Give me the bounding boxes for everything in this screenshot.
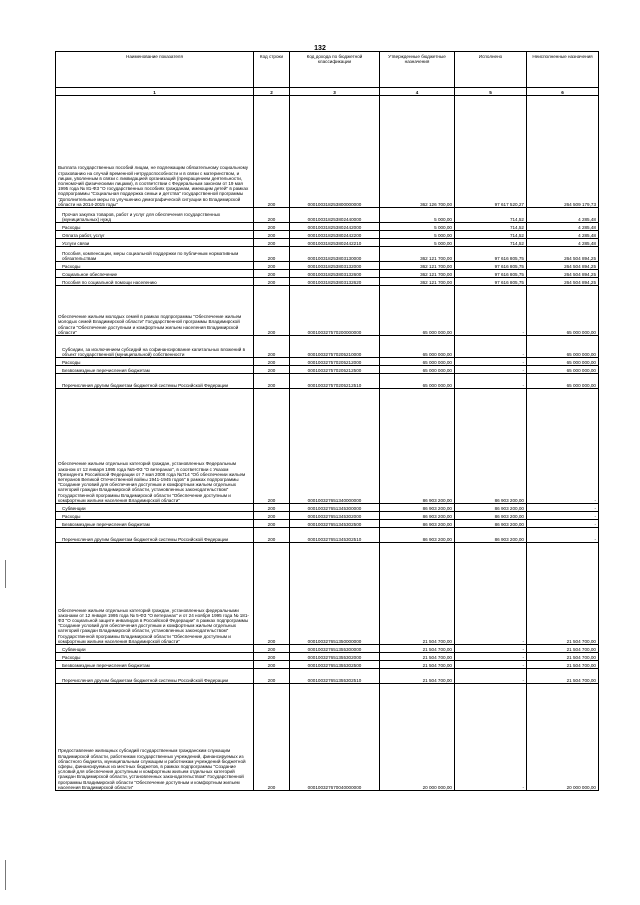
row-approved-cell: 86 903 200,00 xyxy=(380,504,455,512)
row-code-cell: 200 xyxy=(254,270,290,278)
row-approved-cell: 65 000 000,00 xyxy=(380,366,455,374)
row-code-cell: 200 xyxy=(254,528,290,543)
row-kbk-cell: 000100318253803132600 xyxy=(290,270,380,278)
row-kbk-cell: 000100327570205212500 xyxy=(290,366,380,374)
row-unexecuted-cell: - xyxy=(527,528,599,543)
row-code-cell: 200 xyxy=(254,669,290,684)
row-unexecuted-cell: 65 000 000,00 xyxy=(527,358,599,366)
row-name-cell: Расходы xyxy=(56,358,254,366)
row-code-cell: 200 xyxy=(254,645,290,653)
row-approved-cell: 362 121 700,00 xyxy=(380,278,455,286)
row-executed-cell: 86 903 200,00 xyxy=(455,528,527,543)
row-unexecuted-cell: 20 000 000,00 xyxy=(527,684,599,791)
row-kbk-cell: 000100318253802442200 xyxy=(290,231,380,239)
row-name-cell: Перечисления другим бюджетам бюджетной системы Российской Федерации xyxy=(56,374,254,389)
row-code-cell: 200 xyxy=(254,278,290,286)
table-body xyxy=(56,96,599,791)
row-unexecuted-cell: 264 509 179,73 xyxy=(527,96,599,208)
table-row xyxy=(56,336,599,358)
row-name-cell: Безвозмездные перечисления бюджетам xyxy=(56,661,254,669)
row-code-cell: 200 xyxy=(254,358,290,366)
row-code-cell: 200 xyxy=(254,96,290,208)
row-name-cell: Безвозмездные перечисления бюджетам xyxy=(56,520,254,528)
row-name-cell: Прочая закупка товаров, работ и услуг для обеспечения государственных (муниципальных) нужд xyxy=(56,208,254,223)
row-executed-cell: 86 903 200,00 xyxy=(455,389,527,504)
row-executed-cell: - xyxy=(455,543,527,645)
row-unexecuted-cell: - xyxy=(527,520,599,528)
row-executed-cell: 97 616 805,75 xyxy=(455,270,527,278)
row-kbk-cell: 000100318253802440000 xyxy=(290,208,380,223)
column-number: 4 xyxy=(380,88,455,96)
header-row-code: Код строки xyxy=(254,52,290,88)
row-kbk-cell: 000100318253803130000 xyxy=(290,247,380,262)
column-number: 2 xyxy=(254,88,290,96)
column-number-row xyxy=(56,88,599,96)
row-kbk-cell: 000100327651345302000 xyxy=(290,512,380,520)
header-approved: Утвержденные бюджетные назначения xyxy=(380,52,455,88)
table-row xyxy=(56,96,599,208)
table-row xyxy=(56,669,599,684)
row-kbk-cell: 000100327651355302500 xyxy=(290,661,380,669)
table-row xyxy=(56,208,599,223)
table-row xyxy=(56,504,599,512)
header-unexecuted: Неисполненные назначения xyxy=(527,52,599,88)
table-row xyxy=(56,661,599,669)
row-unexecuted-cell: 264 504 894,25 xyxy=(527,262,599,270)
row-code-cell: 200 xyxy=(254,247,290,262)
row-unexecuted-cell: 21 504 700,00 xyxy=(527,669,599,684)
row-executed-cell: - xyxy=(455,669,527,684)
row-name-cell: Субвенции xyxy=(56,645,254,653)
row-code-cell: 200 xyxy=(254,512,290,520)
row-kbk-cell: 000100318253803132620 xyxy=(290,278,380,286)
row-unexecuted-cell: 65 000 000,00 xyxy=(527,366,599,374)
row-approved-cell: 65 000 000,00 xyxy=(380,286,455,336)
table-row xyxy=(56,270,599,278)
column-number: 6 xyxy=(527,88,599,96)
row-approved-cell: 362 126 700,00 xyxy=(380,96,455,208)
row-code-cell: 200 xyxy=(254,661,290,669)
row-name-cell: Расходы xyxy=(56,653,254,661)
row-kbk-cell: 000100327651355300000 xyxy=(290,645,380,653)
row-unexecuted-cell: 65 000 000,00 xyxy=(527,286,599,336)
row-approved-cell: 5 000,00 xyxy=(380,223,455,231)
left-margin-mark xyxy=(5,860,6,890)
row-kbk-cell: 000100327651345302510 xyxy=(290,528,380,543)
row-kbk-cell: 000100327651340000000 xyxy=(290,389,380,504)
left-margin-mark xyxy=(5,560,6,588)
row-executed-cell: 97 616 805,75 xyxy=(455,262,527,270)
row-executed-cell: - xyxy=(455,336,527,358)
table-row xyxy=(56,653,599,661)
row-code-cell: 200 xyxy=(254,336,290,358)
table-row xyxy=(56,239,599,247)
row-unexecuted-cell: 4 285,48 xyxy=(527,231,599,239)
row-name-cell: Предоставление жилищных субсидий государственным гражданским служащим Владимирской области, работникам государственных учреждений, финансируемых из областного бюджета, муниципальным служащим и работникам учреждений бюджетной сферы, финансируемых из местных бюджетов, в рамках подпрограммы "Создание условий для обеспечения доступным и комфортным жильем отдельных категорий граждан Владимирской области, установленных законодательством" Государственной программы Владимирской области "Обеспечение доступным и комфортным жильем населения Владимирской области" xyxy=(56,684,254,791)
row-name-cell: Социальное обеспечение xyxy=(56,270,254,278)
table-header-row xyxy=(56,52,599,88)
row-executed-cell: - xyxy=(455,645,527,653)
table-row xyxy=(56,262,599,270)
row-unexecuted-cell: 264 504 894,25 xyxy=(527,247,599,262)
row-approved-cell: 86 903 200,00 xyxy=(380,512,455,520)
row-name-cell: Оплата работ, услуг xyxy=(56,231,254,239)
row-executed-cell: - xyxy=(455,286,527,336)
row-approved-cell: 86 903 200,00 xyxy=(380,389,455,504)
row-approved-cell: 21 504 700,00 xyxy=(380,653,455,661)
row-executed-cell: - xyxy=(455,653,527,661)
row-code-cell: 200 xyxy=(254,520,290,528)
row-approved-cell: 5 000,00 xyxy=(380,239,455,247)
row-unexecuted-cell: - xyxy=(527,512,599,520)
row-approved-cell: 21 504 700,00 xyxy=(380,645,455,653)
header-name: Наименование показателя xyxy=(56,52,254,88)
row-unexecuted-cell: 21 504 700,00 xyxy=(527,543,599,645)
row-executed-cell: 714,52 xyxy=(455,239,527,247)
row-kbk-cell: 000100318253800000000 xyxy=(290,96,380,208)
row-unexecuted-cell: - xyxy=(527,389,599,504)
row-name-cell: Обеспечение жильем молодых семей в рамках подпрограммы "Обеспечение жильем молодых семей Владимирской области" Государственной программы Владимирской области "Обеспечение доступным и комфортным жильем населения Владимирской области" xyxy=(56,286,254,336)
row-unexecuted-cell: 4 285,48 xyxy=(527,208,599,223)
row-kbk-cell: 000100327651345302500 xyxy=(290,520,380,528)
table-row xyxy=(56,231,599,239)
row-approved-cell: 21 504 700,00 xyxy=(380,669,455,684)
row-kbk-cell: 000100327651345300000 xyxy=(290,504,380,512)
row-code-cell: 200 xyxy=(254,223,290,231)
row-code-cell: 200 xyxy=(254,504,290,512)
row-code-cell: 200 xyxy=(254,374,290,389)
row-approved-cell: 21 504 700,00 xyxy=(380,543,455,645)
row-executed-cell: - xyxy=(455,366,527,374)
header-kbk: Код дохода по бюджетной классификации xyxy=(290,52,380,88)
row-executed-cell: - xyxy=(455,374,527,389)
row-unexecuted-cell: 21 504 700,00 xyxy=(527,653,599,661)
row-executed-cell: 97 617 520,27 xyxy=(455,96,527,208)
row-kbk-cell: 000100318253802442000 xyxy=(290,223,380,231)
row-executed-cell: 86 903 200,00 xyxy=(455,504,527,512)
row-name-cell: Обеспечение жильем отдельных категорий граждан, установленных федеральными законами от 12 января 1995 года № 5-ФЗ "О ветеранах" и от 24 ноября 1995 года № 181-ФЗ "О социальной защите инвалидов в Российской Федерации" в рамках подпрограммы "Создание условий для обеспечения доступным и комфортным жильем отдельных категорий граждан Владимирской области, установленных законодательством" Государственной программы Владимирской области "Обеспечение доступным и комфортным жильем населения Владимирской области" xyxy=(56,543,254,645)
row-unexecuted-cell: - xyxy=(527,504,599,512)
row-executed-cell: - xyxy=(455,358,527,366)
row-kbk-cell: 000100327570205212510 xyxy=(290,374,380,389)
row-approved-cell: 86 903 200,00 xyxy=(380,528,455,543)
row-approved-cell: 21 504 700,00 xyxy=(380,661,455,669)
row-code-cell: 200 xyxy=(254,366,290,374)
row-name-cell: Услуги связи xyxy=(56,239,254,247)
row-executed-cell: - xyxy=(455,661,527,669)
row-executed-cell: - xyxy=(455,684,527,791)
row-executed-cell: 97 616 805,75 xyxy=(455,247,527,262)
row-code-cell: 200 xyxy=(254,653,290,661)
table-row xyxy=(56,684,599,791)
table-row xyxy=(56,389,599,504)
row-approved-cell: 5 000,00 xyxy=(380,231,455,239)
row-executed-cell: 714,52 xyxy=(455,223,527,231)
row-unexecuted-cell: 21 504 700,00 xyxy=(527,645,599,653)
row-kbk-cell: 000100327651355302000 xyxy=(290,653,380,661)
page-number: 132 xyxy=(314,45,326,52)
row-name-cell: Субсидии, за исключением субсидий на софинансирование капитальных вложений в объект государственной (муниципальной) собственности xyxy=(56,336,254,358)
row-approved-cell: 362 121 700,00 xyxy=(380,247,455,262)
row-unexecuted-cell: 21 504 700,00 xyxy=(527,661,599,669)
row-kbk-cell: 000100327651350000000 xyxy=(290,543,380,645)
row-executed-cell: 86 903 200,00 xyxy=(455,512,527,520)
row-unexecuted-cell: 264 504 894,25 xyxy=(527,270,599,278)
row-approved-cell: 362 121 700,00 xyxy=(380,262,455,270)
column-number: 1 xyxy=(56,88,254,96)
table-row xyxy=(56,247,599,262)
row-unexecuted-cell: 65 000 000,00 xyxy=(527,336,599,358)
row-approved-cell: 86 903 200,00 xyxy=(380,520,455,528)
row-name-cell: Пособия, компенсации, меры социальной поддержки по публичным нормативным обязательствам xyxy=(56,247,254,262)
row-kbk-cell: 000100327570200000000 xyxy=(290,286,380,336)
row-executed-cell: 97 616 805,75 xyxy=(455,278,527,286)
table-row xyxy=(56,374,599,389)
row-code-cell: 200 xyxy=(254,231,290,239)
row-unexecuted-cell: 264 504 894,25 xyxy=(527,278,599,286)
table-row xyxy=(56,366,599,374)
row-kbk-cell: 000100327670040000000 xyxy=(290,684,380,791)
row-code-cell: 200 xyxy=(254,239,290,247)
row-kbk-cell: 000100318253802442210 xyxy=(290,239,380,247)
row-code-cell: 200 xyxy=(254,286,290,336)
row-executed-cell: 714,52 xyxy=(455,208,527,223)
column-number: 5 xyxy=(455,88,527,96)
table-row xyxy=(56,286,599,336)
row-name-cell: Расходы xyxy=(56,512,254,520)
table-row xyxy=(56,278,599,286)
row-name-cell: Пособия по социальной помощи населению xyxy=(56,278,254,286)
row-kbk-cell: 000100318253803132000 xyxy=(290,262,380,270)
row-approved-cell: 362 121 700,00 xyxy=(380,270,455,278)
row-approved-cell: 5 000,00 xyxy=(380,208,455,223)
table-row xyxy=(56,543,599,645)
row-unexecuted-cell: 4 285,48 xyxy=(527,223,599,231)
row-approved-cell: 65 000 000,00 xyxy=(380,358,455,366)
budget-execution-table xyxy=(55,51,599,791)
table-row xyxy=(56,358,599,366)
row-name-cell: Расходы xyxy=(56,223,254,231)
row-executed-cell: 714,52 xyxy=(455,231,527,239)
row-name-cell: Перечисления другим бюджетам бюджетной системы Российской Федерации xyxy=(56,669,254,684)
row-code-cell: 200 xyxy=(254,208,290,223)
row-code-cell: 200 xyxy=(254,389,290,504)
table-row xyxy=(56,528,599,543)
row-kbk-cell: 000100327651355302510 xyxy=(290,669,380,684)
table-row xyxy=(56,645,599,653)
header-executed: Исполнено xyxy=(455,52,527,88)
row-approved-cell: 65 000 000,00 xyxy=(380,374,455,389)
row-code-cell: 200 xyxy=(254,684,290,791)
row-name-cell: Выплата государственных пособий лицам, не подлежащим обязательному социальному страхованию на случай временной нетрудоспособности и в связи с материнством, и лицам, уволенным в связи с ликвидацией организаций (прекращением деятельности, полномочий физическими лицами), в соответствии с Федеральным законом от 19 мая 1995 года № 81-ФЗ "О государственных пособиях гражданам, имеющим детей" в рамках подпрограммы "Социальная поддержка семьи и детства" государственной программы "Дополнительные меры по улучшению демографической ситуации во Владимирской области на 2014-2015 годы" xyxy=(56,96,254,208)
row-name-cell: Расходы xyxy=(56,262,254,270)
row-unexecuted-cell: 4 285,48 xyxy=(527,239,599,247)
table-row xyxy=(56,520,599,528)
row-approved-cell: 20 000 000,00 xyxy=(380,684,455,791)
row-executed-cell: 86 903 200,00 xyxy=(455,520,527,528)
row-name-cell: Субвенции xyxy=(56,504,254,512)
row-name-cell: Перечисления другим бюджетам бюджетной системы Российской Федерации xyxy=(56,528,254,543)
row-unexecuted-cell: 65 000 000,00 xyxy=(527,374,599,389)
table-row xyxy=(56,223,599,231)
row-approved-cell: 65 000 000,00 xyxy=(380,336,455,358)
row-name-cell: Обеспечение жильем отдельных категорий граждан, установленных Федеральным законом от 12 января 1995 года №5-ФЗ "О ветеранах", в соответствии с Указом Президента Российской Федерации от 7 мая 2008 года №714 "Об обеспечении жильем ветеранов Великой Отечественной войны 1941-1945 годов" в рамках подпрограммы "Создание условий для обеспечения доступным и комфортным жильем отдельных категорий граждан Владимирской области, установленных законодательством" Государственной программы Владимирской области "Обеспечение доступным и комфортным жильем населения Владимирской области" xyxy=(56,389,254,504)
column-number: 3 xyxy=(290,88,380,96)
row-name-cell: Безвозмездные перечисления бюджетам xyxy=(56,366,254,374)
row-kbk-cell: 000100327570205212000 xyxy=(290,358,380,366)
table-row xyxy=(56,512,599,520)
row-code-cell: 200 xyxy=(254,262,290,270)
row-code-cell: 200 xyxy=(254,543,290,645)
row-kbk-cell: 000100327570205210000 xyxy=(290,336,380,358)
